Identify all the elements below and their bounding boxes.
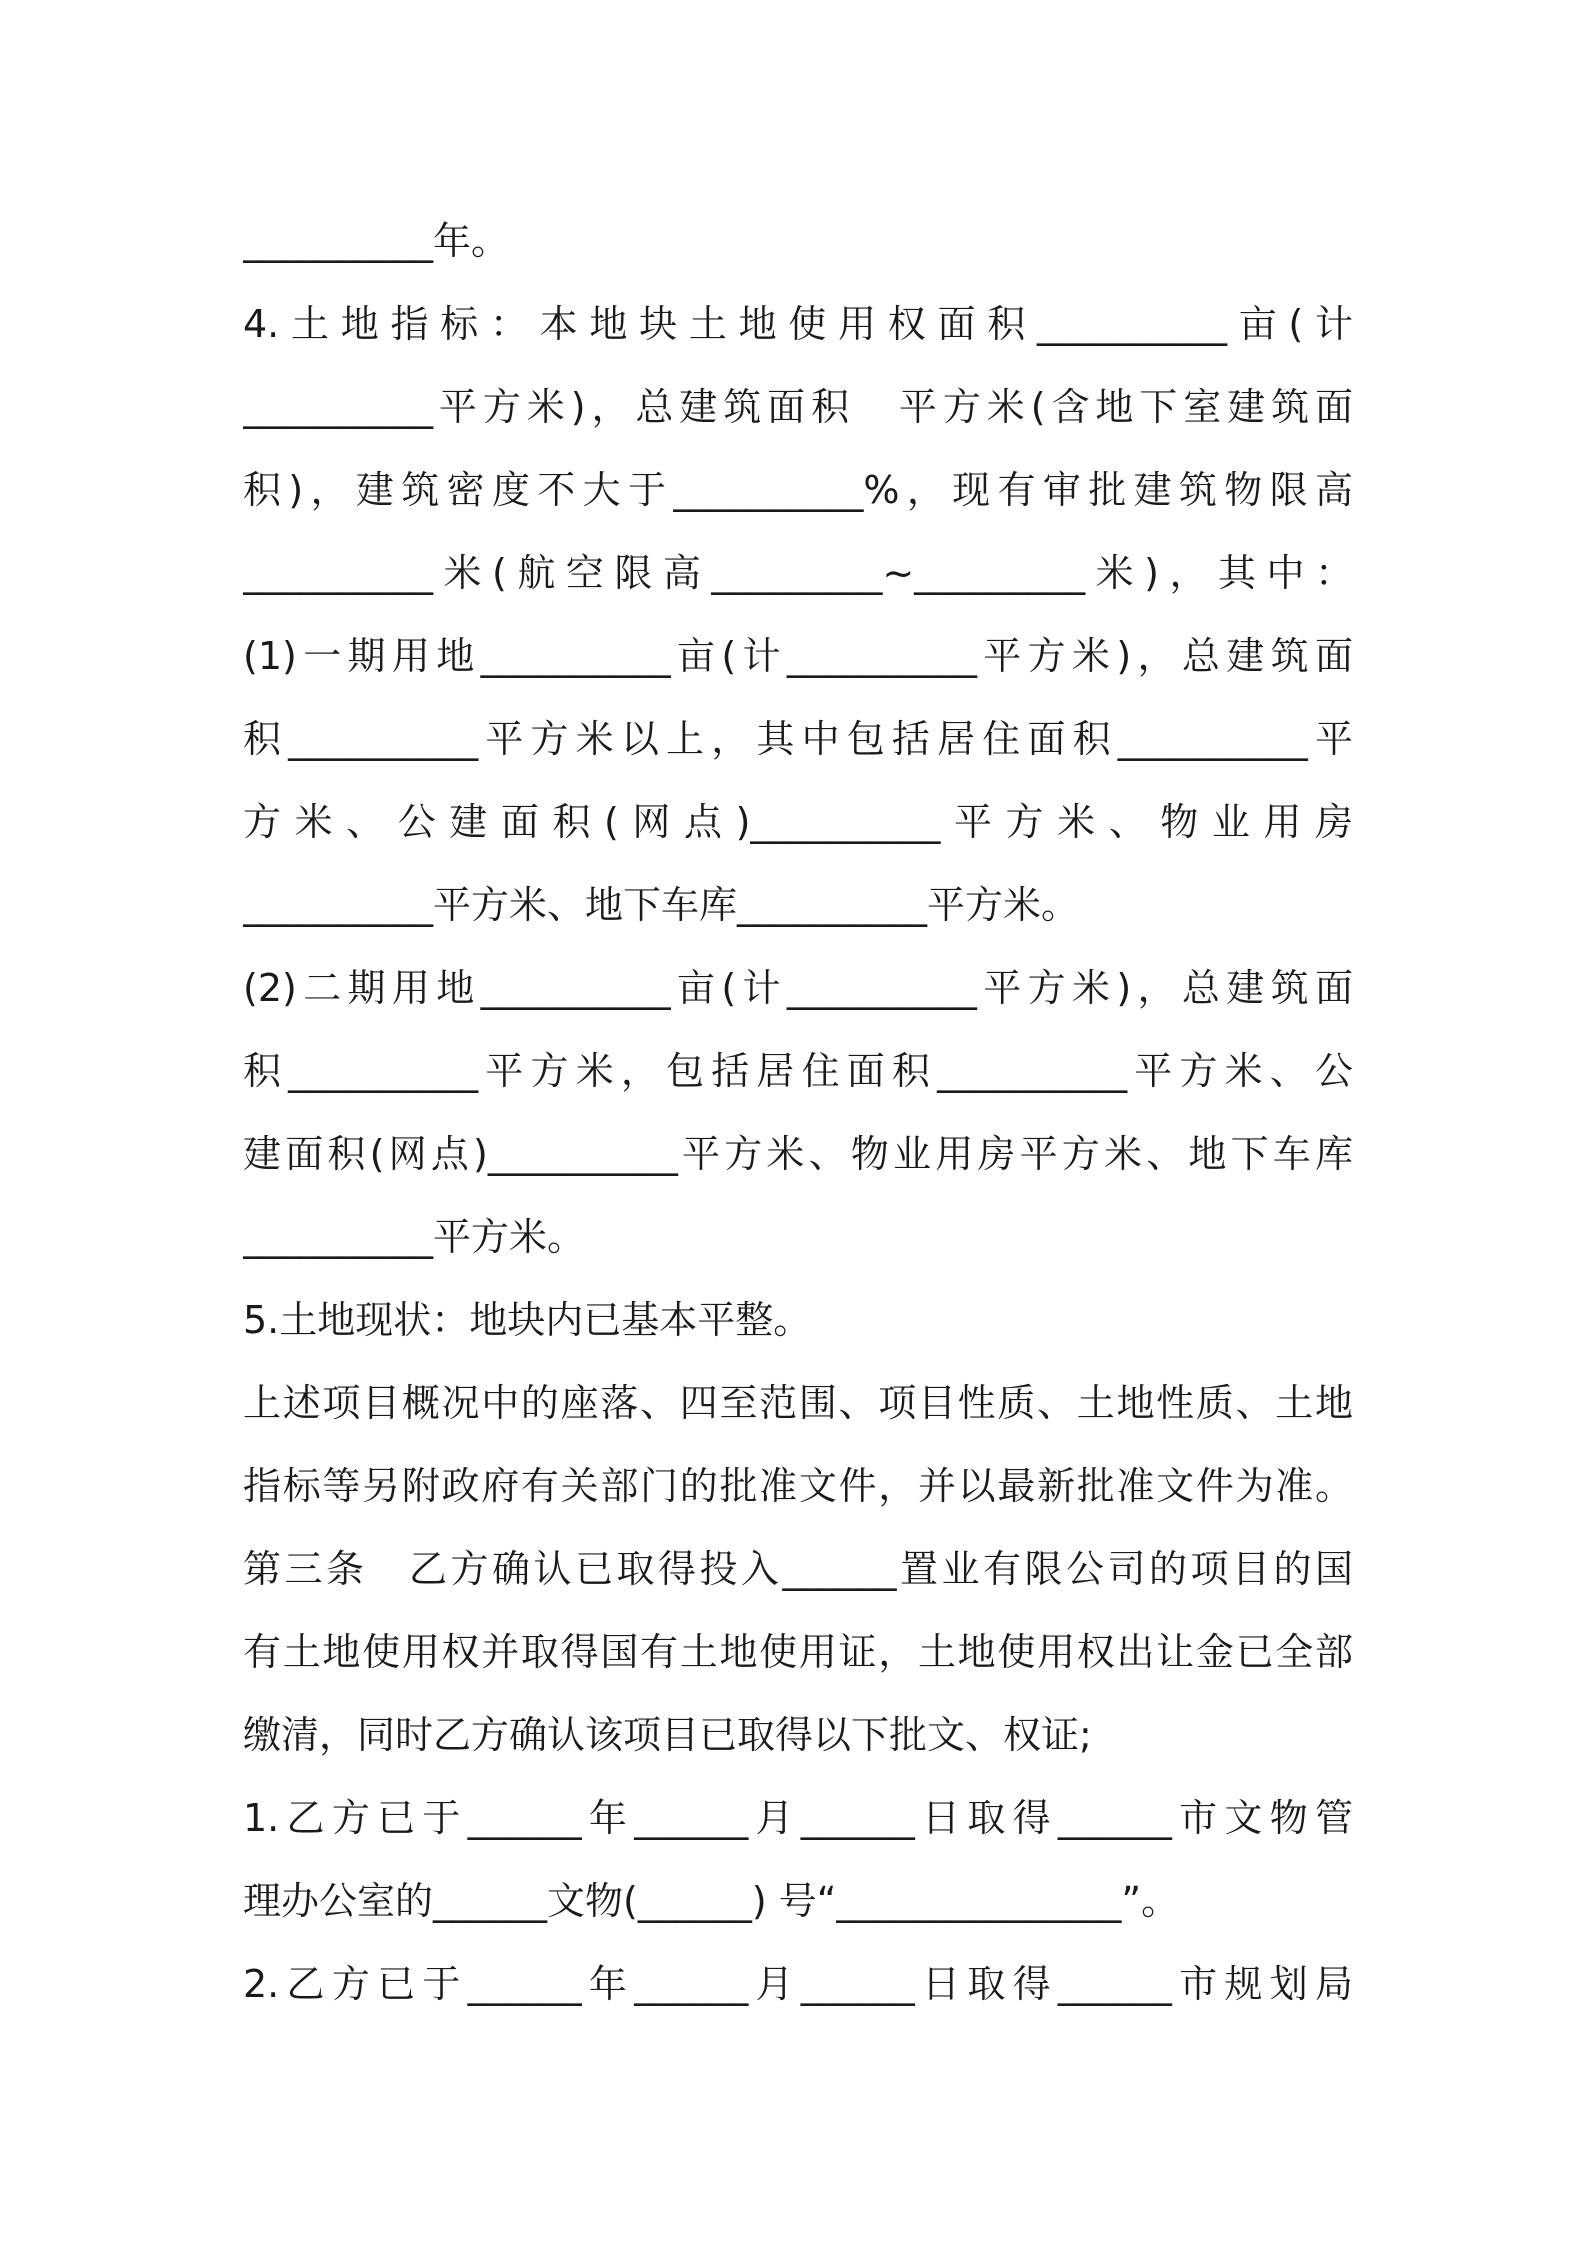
text-line: __________年。 — [243, 219, 510, 263]
text-line: 建面积(网点)__________平方米、物业用房平方米、地下车库 — [243, 1132, 1353, 1176]
text-line: __________平方米)，总建筑面积 平方米(含地下室建筑面 — [243, 385, 1353, 429]
text-line: 有土地使用权并取得国有土地使用证，土地使用权出让金已全部 — [243, 1630, 1353, 1674]
text-line: 积)，建筑密度不大于__________%，现有审批建筑物限高 — [243, 468, 1353, 512]
text-line: 缴清，同时乙方确认该项目已取得以下批文、权证; — [243, 1713, 1092, 1757]
text-line: (2)二期用地__________亩(计__________平方米)，总建筑面 — [243, 966, 1353, 1010]
text-line: 4.土地指标：本地块土地使用权面积__________亩(计 — [243, 302, 1353, 346]
text-line: 2.乙方已于______年______月______日取得______市规划局 — [243, 1962, 1353, 2006]
text-line: (1)一期用地__________亩(计__________平方米)，总建筑面 — [243, 634, 1353, 678]
text-line: 指标等另附政府有关部门的批准文件，并以最新批准文件为准。 — [243, 1464, 1353, 1508]
text-line: 1.乙方已于______年______月______日取得______市文物管 — [243, 1796, 1353, 1840]
text-line: __________平方米。 — [243, 1215, 586, 1259]
text-line: __________米(航空限高_________~_________米)，其中： — [243, 551, 1353, 595]
text-line: 积__________平方米，包括居住面积__________平方米、公 — [243, 1049, 1353, 1093]
text-line: 上述项目概况中的座落、四至范围、项目性质、土地性质、土地 — [243, 1381, 1353, 1425]
document-body — [243, 200, 1353, 2026]
text-line: 理办公室的______文物(______) 号“_______________”。 — [243, 1879, 1180, 1923]
text-line: __________平方米、地下车库__________平方米。 — [243, 883, 1080, 927]
text-line: 方米、公建面积(网点)__________平方米、物业用房 — [243, 800, 1353, 844]
text-line: 积__________平方米以上，其中包括居住面积__________平 — [243, 717, 1353, 761]
text-line: 5.土地现状：地块内已基本平整。 — [243, 1298, 812, 1342]
text-line: 第三条 乙方确认已取得投入______置业有限公司的项目的国 — [243, 1547, 1353, 1591]
